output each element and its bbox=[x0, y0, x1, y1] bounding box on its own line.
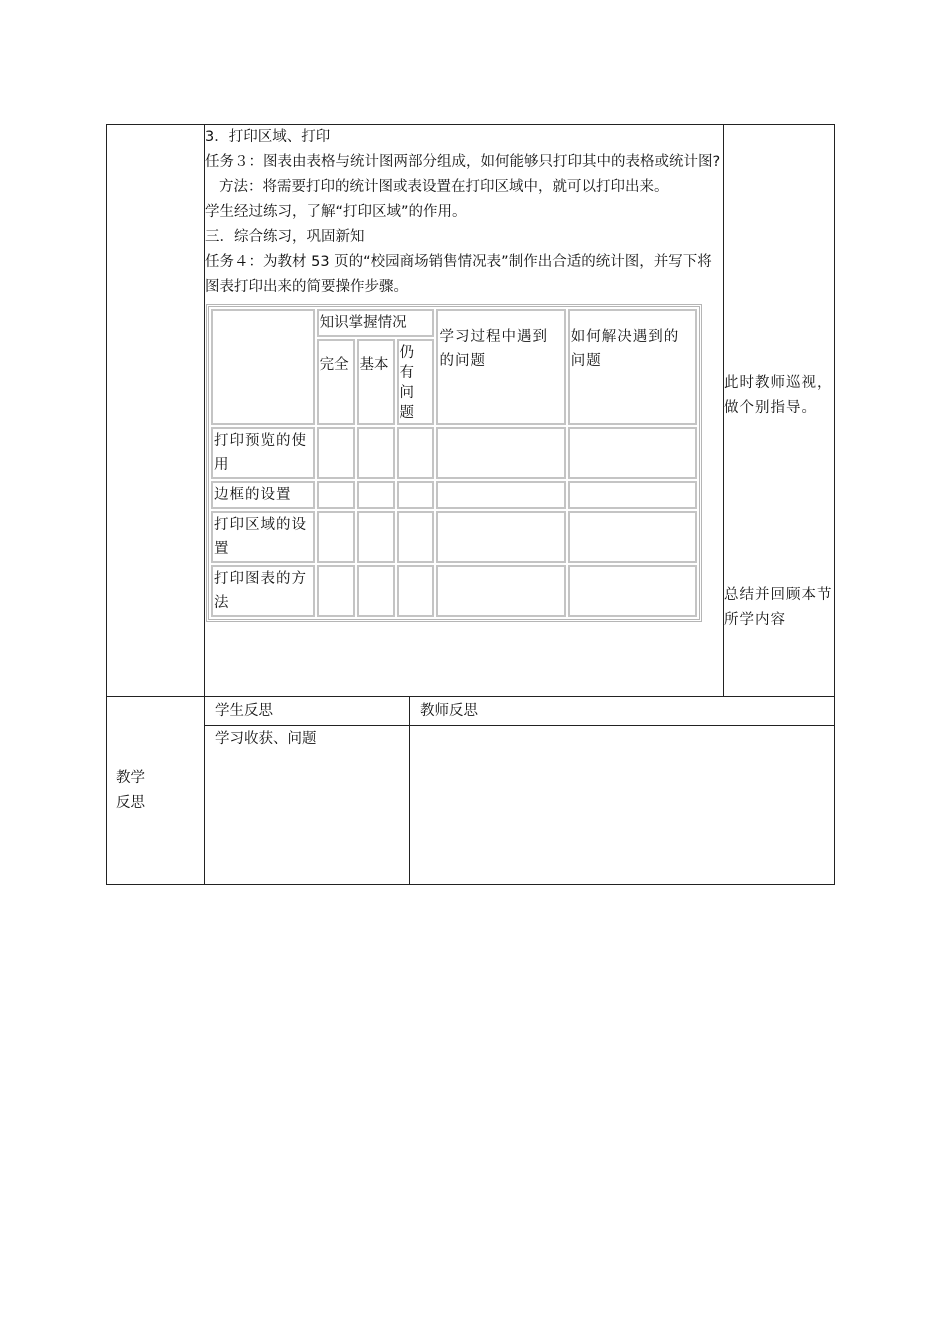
checklist-cell bbox=[568, 565, 697, 617]
method-text: 方法：将需要打印的统计图或表设置在打印区域中，就可以打印出来。 bbox=[219, 179, 669, 195]
checklist-cell bbox=[317, 511, 355, 563]
checklist-col-complete: 完全 bbox=[317, 339, 355, 425]
reflection-label: 教学反思 bbox=[116, 769, 145, 811]
checklist-col-basic: 基本 bbox=[357, 339, 395, 425]
checklist-cell bbox=[436, 427, 565, 479]
checklist-group-header: 知识掌握情况 bbox=[317, 309, 435, 337]
checklist-cell bbox=[568, 481, 697, 509]
checklist-cell bbox=[357, 427, 395, 479]
side-note-patrol: 此时教师巡视，做个别指导。 bbox=[724, 375, 833, 416]
checklist-cell bbox=[568, 511, 697, 563]
student-reflection-prompt: 学习收获、问题 bbox=[205, 726, 410, 885]
side-notes-cell bbox=[724, 125, 835, 697]
checklist-cell bbox=[357, 565, 395, 617]
checklist-col-still: 仍有问题 bbox=[397, 339, 435, 425]
checklist-cell bbox=[436, 511, 565, 563]
checklist-cell bbox=[317, 565, 355, 617]
reflection-label-cell bbox=[107, 697, 205, 885]
checklist-row-label: 打印预览的使用 bbox=[211, 427, 315, 479]
lesson-plan-table bbox=[106, 124, 835, 885]
checklist-col-solve: 如何解决遇到的问题 bbox=[568, 309, 697, 425]
knowledge-checklist-table bbox=[206, 304, 702, 622]
empty-label-cell bbox=[107, 125, 205, 697]
checklist-cell bbox=[397, 565, 435, 617]
checklist-cell bbox=[568, 427, 697, 479]
checklist-cell bbox=[317, 427, 355, 479]
student-reflection-header: 学生反思 bbox=[205, 697, 410, 726]
task3-text: 任务３：图表由表格与统计图两部分组成，如何能够只打印其中的表格或统计图? bbox=[205, 154, 721, 170]
checklist-cell bbox=[397, 427, 435, 479]
checklist-cell bbox=[397, 511, 435, 563]
checklist-cell bbox=[436, 565, 565, 617]
section-title: 3．打印区域、打印 bbox=[205, 129, 331, 145]
checklist-cell bbox=[317, 481, 355, 509]
checklist-cell bbox=[436, 481, 565, 509]
side-note-summary: 总结并回顾本节所学内容 bbox=[724, 587, 833, 628]
checklist-col-problems: 学习过程中遇到的问题 bbox=[436, 309, 565, 425]
checklist-row-label: 边框的设置 bbox=[211, 481, 315, 509]
lesson-content-cell bbox=[205, 125, 724, 697]
checklist-row-label: 打印区域的设置 bbox=[211, 511, 315, 563]
part3-title: 三．综合练习，巩固新知 bbox=[205, 229, 365, 245]
teacher-reflection-body bbox=[410, 726, 835, 885]
practice-text: 学生经过练习，了解“打印区域”的作用。 bbox=[205, 204, 467, 220]
checklist-cell bbox=[357, 511, 395, 563]
checklist-corner-cell bbox=[211, 309, 315, 425]
checklist-cell bbox=[357, 481, 395, 509]
checklist-row-label: 打印图表的方法 bbox=[211, 565, 315, 617]
checklist-cell bbox=[397, 481, 435, 509]
task4-text: 任务４：为教材 53 页的“校园商场销售情况表”制作出合适的统计图，并写下将图表打印出来的简要操作步骤。 bbox=[205, 254, 712, 295]
teacher-reflection-header: 教师反思 bbox=[410, 697, 835, 726]
